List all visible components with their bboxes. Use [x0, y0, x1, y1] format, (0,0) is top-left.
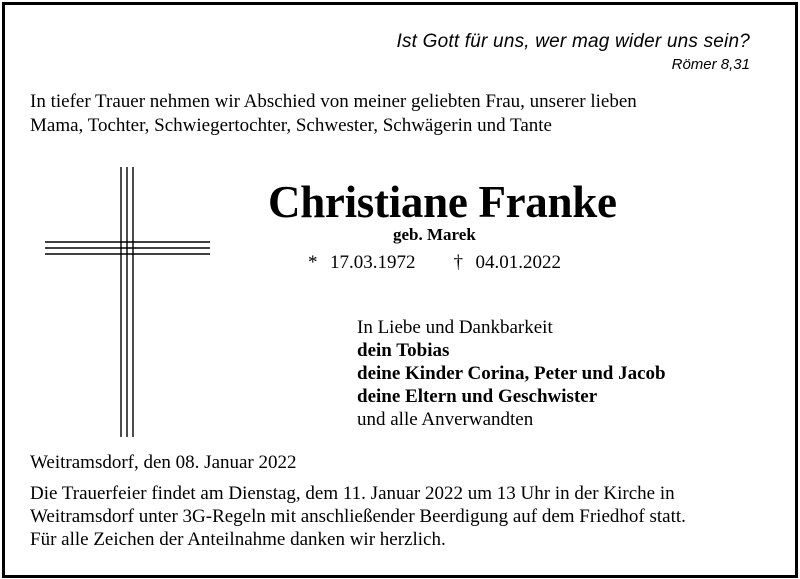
life-dates	[308, 252, 561, 274]
death-dagger-icon: †	[453, 252, 463, 273]
intro-line: In tiefer Trauer nehmen wir Abschied von meiner geliebten Frau, unserer lieben	[30, 91, 637, 112]
intro-text	[30, 90, 637, 138]
notice-line: Weitramsdorf unter 3G-Regeln mit anschließender Beerdigung auf dem Friedhof statt.	[30, 506, 686, 527]
mourners-line: deine Kinder Corina, Peter und Jacob	[357, 363, 666, 384]
funeral-notice	[30, 482, 790, 551]
notice-line: Für alle Zeichen der Anteilnahme danken wir herzlich.	[30, 529, 446, 550]
verse-reference: Römer 8,31	[671, 56, 750, 73]
deceased-name: Christiane Franke	[268, 177, 617, 227]
mourners-list	[357, 316, 666, 431]
birth-star-icon: *	[308, 252, 318, 273]
intro-line: Mama, Tochter, Schwiegertochter, Schwester, Schwägerin und Tante	[30, 115, 552, 136]
verse-quote: Ist Gott für uns, wer mag wider uns sein?	[396, 31, 750, 52]
place-date: Weitramsdorf, den 08. Januar 2022	[30, 452, 297, 473]
mourners-line: dein Tobias	[357, 340, 450, 361]
bible-verse	[396, 31, 750, 73]
birth-date: 17.03.1972	[330, 252, 416, 273]
cross-icon	[45, 167, 210, 437]
mourners-line: und alle Anverwandten	[357, 409, 534, 430]
notice-line: Die Trauerfeier findet am Dienstag, dem 11. Januar 2022 um 13 Uhr in der Kirche in	[30, 483, 675, 504]
mourners-line: In Liebe und Dankbarkeit	[357, 317, 553, 338]
maiden-name: geb. Marek	[393, 225, 476, 244]
death-date: 04.01.2022	[475, 252, 561, 273]
mourners-line: deine Eltern und Geschwister	[357, 386, 598, 407]
